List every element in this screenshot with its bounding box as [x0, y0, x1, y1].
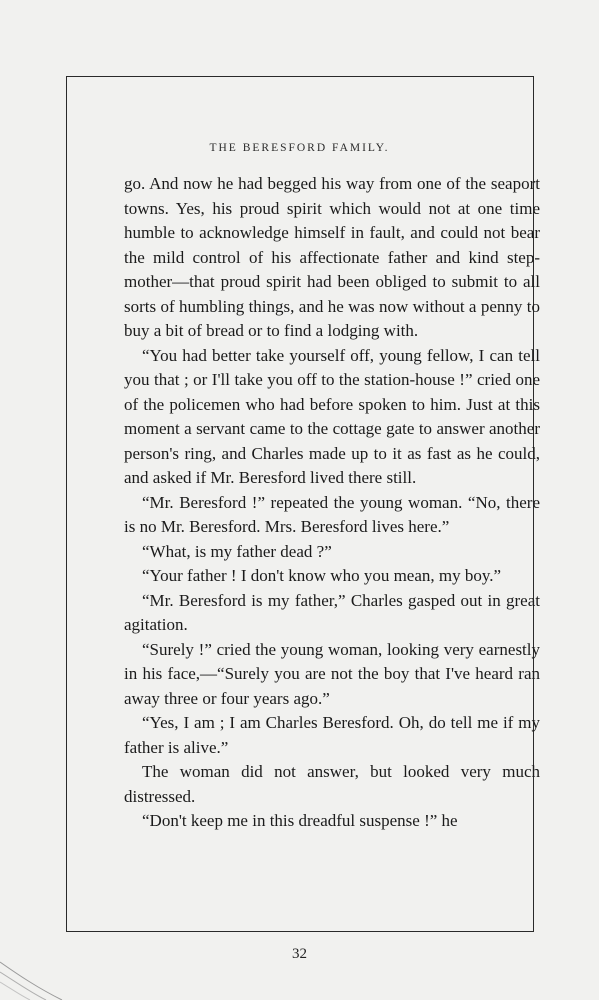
paragraph: “Mr. Beresford is my father,” Charles gasped out in great agitation. [124, 590, 540, 634]
paragraph: “Don't keep me in this dreadful suspense !” he [142, 811, 458, 830]
paragraph: “Your father ! I don't know who you mean, my boy.” [142, 566, 502, 585]
paragraph: “Mr. Beresford !” repeated the young woman. “No, there is no Mr. Beresford. Mrs. Beresford lives here.” [124, 492, 540, 536]
running-head: THE BERESFORD FAMILY. [209, 142, 390, 154]
paragraph: “You had better take yourself off, young fellow, I can tell you that ; or I'll take you off to the station-house !” cried one of the policemen who had before spoken to him. Just at this moment a servant came to the cottage gate to answer another person's ring, and Charles made up to it as fast as he could, and asked if Mr. Beresford lived there still. [124, 345, 540, 487]
paragraph: “Yes, I am ; I am Charles Beresford. Oh, do tell me if my father is alive.” [124, 713, 540, 757]
page-curl-icon [0, 950, 70, 1000]
paragraph: “What, is my father dead ?” [142, 541, 332, 561]
page-number: 32 [292, 946, 307, 962]
body-text [124, 172, 540, 834]
paragraph: The woman did not answer, but looked very much distressed. [124, 762, 540, 806]
paragraph: “Surely !” cried the young woman, looking very earnestly in his face,—“Surely you are not the boy that I've heard ran away three or four years ago.” [124, 639, 540, 708]
paragraph: go. And now he had begged his way from one of the seaport towns. Yes, his proud spirit which would not at one time humble to acknowledge himself in fault, and could not bear the mild control of his affectionate father and kind step-mother—that proud spirit had been obliged to submit to all sorts of humbling things, and he was now without a penny to buy a bit of bread or to find a lodging with. [124, 174, 540, 340]
